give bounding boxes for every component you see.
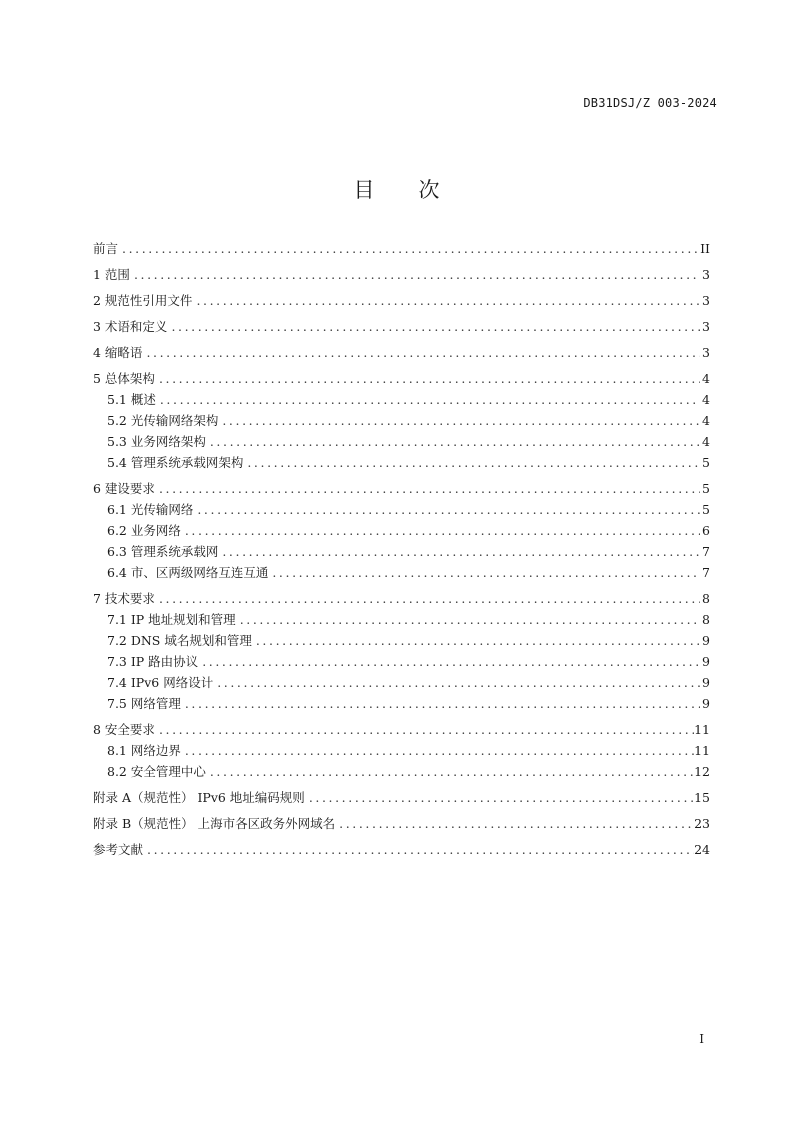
toc-entry-label: 8.2 安全管理中心 (107, 764, 206, 779)
toc-entry[interactable] (93, 520, 710, 541)
toc-entry[interactable] (93, 368, 710, 389)
toc-entry-page: 9 (702, 654, 710, 669)
toc-entry-page: 23 (694, 816, 710, 831)
toc-entry[interactable] (93, 740, 710, 761)
toc-entry[interactable] (93, 719, 710, 740)
toc-entry-label: 附录 A（规范性） IPv6 地址编码规则 (93, 790, 305, 805)
toc-entry-label: 6.2 业务网络 (107, 523, 181, 538)
toc-entry-page: II (700, 241, 710, 256)
toc-entry[interactable] (93, 238, 710, 259)
toc-entry-label: 7 技术要求 (93, 591, 155, 606)
toc-entry-page: 9 (702, 675, 710, 690)
toc-entry-page: 7 (702, 565, 710, 580)
toc-leader-dots (143, 839, 694, 860)
toc-entry[interactable] (93, 541, 710, 562)
toc-entry-page: 11 (694, 722, 710, 737)
toc-entry-label: 6.3 管理系统承载网 (107, 544, 219, 559)
toc-leader-dots (218, 541, 700, 562)
toc-leader-dots (142, 342, 700, 363)
toc-leader-dots (206, 761, 694, 782)
toc-entry[interactable] (93, 787, 710, 808)
toc-leader-dots (252, 630, 700, 651)
document-code: DB31DSJ/Z 003-2024 (583, 96, 717, 110)
toc-entry-page: 3 (702, 293, 710, 308)
toc-leader-dots (236, 609, 700, 630)
toc-leader-dots (206, 431, 700, 452)
toc-entry-page: 3 (702, 267, 710, 282)
toc-entry[interactable] (93, 693, 710, 714)
toc-entry-page: 3 (702, 345, 710, 360)
toc-leader-dots (155, 588, 700, 609)
toc-entry-page: 4 (702, 413, 710, 428)
toc-entry-page: 6 (702, 523, 710, 538)
toc-entry-label: 4 缩略语 (93, 345, 143, 360)
toc-entry-page: 5 (702, 481, 710, 496)
toc-entry[interactable] (93, 609, 710, 630)
toc-entry-label: 5.4 管理系统承载网架构 (107, 455, 244, 470)
toc-entry-label: 前言 (93, 241, 119, 256)
toc-entry[interactable] (93, 651, 710, 672)
toc-leader-dots (155, 478, 700, 499)
toc-entry-page: 8 (702, 612, 710, 627)
toc-entry-label: 8.1 网络边界 (107, 743, 181, 758)
toc-entry[interactable] (93, 342, 710, 363)
toc-entry[interactable] (93, 499, 710, 520)
toc-entry[interactable] (93, 452, 710, 473)
toc-entry-label: 6.1 光传输网络 (107, 502, 194, 517)
toc-entry-page: 7 (702, 544, 710, 559)
toc-entry[interactable] (93, 264, 710, 285)
toc-entry[interactable] (93, 478, 710, 499)
toc-entry[interactable] (93, 588, 710, 609)
toc-entry-page: 5 (702, 455, 710, 470)
toc-leader-dots (268, 562, 700, 583)
toc-entry[interactable] (93, 431, 710, 452)
toc-leader-dots (243, 452, 700, 473)
toc-entry[interactable] (93, 813, 710, 834)
toc-entry[interactable] (93, 761, 710, 782)
toc-entry[interactable] (93, 316, 710, 337)
toc-entry-label: 7.3 IP 路由协议 (107, 654, 199, 669)
toc-entry-label: 7.2 DNS 域名规划和管理 (107, 633, 252, 648)
toc-leader-dots (130, 264, 700, 285)
toc-leader-dots (155, 368, 700, 389)
toc-entry-label: 5.2 光传输网络架构 (107, 413, 219, 428)
toc-entry-label: 1 范围 (93, 267, 130, 282)
toc-entry-label: 3 术语和定义 (93, 319, 168, 334)
toc-leader-dots (181, 520, 700, 541)
toc-entry-page: 9 (702, 633, 710, 648)
toc-entry-label: 参考文献 (93, 842, 144, 857)
toc-leader-dots (167, 316, 700, 337)
toc-leader-dots (181, 693, 700, 714)
toc-leader-dots (118, 238, 700, 259)
toc-leader-dots (305, 787, 694, 808)
toc-entry-label: 7.4 IPv6 网络设计 (107, 675, 214, 690)
toc-entry-page: 8 (702, 591, 710, 606)
toc-entry-page: 11 (694, 743, 710, 758)
toc-leader-dots (213, 672, 700, 693)
toc-entry[interactable] (93, 562, 710, 583)
toc-entry-page: 5 (702, 502, 710, 517)
toc-entry-label: 7.5 网络管理 (107, 696, 181, 711)
toc-leader-dots (193, 499, 700, 520)
toc-entry[interactable] (93, 630, 710, 651)
table-of-contents (93, 238, 710, 860)
page-number: I (699, 1032, 704, 1046)
toc-entry[interactable] (93, 389, 710, 410)
toc-entry[interactable] (93, 839, 710, 860)
toc-entry-label: 6 建设要求 (93, 481, 155, 496)
toc-leader-dots (192, 290, 700, 311)
toc-leader-dots (155, 719, 694, 740)
toc-leader-dots (156, 389, 700, 410)
toc-leader-dots (181, 740, 694, 761)
toc-leader-dots (335, 813, 694, 834)
toc-entry-label: 2 规范性引用文件 (93, 293, 193, 308)
toc-entry-label: 附录 B（规范性） 上海市各区政务外网域名 (93, 816, 336, 831)
toc-entry-page: 12 (694, 764, 710, 779)
toc-entry-page: 4 (702, 434, 710, 449)
toc-entry[interactable] (93, 672, 710, 693)
toc-entry-page: 3 (702, 319, 710, 334)
toc-entry-page: 4 (702, 392, 710, 407)
toc-entry-label: 5.3 业务网络架构 (107, 434, 206, 449)
toc-entry-label: 6.4 市、区两级网络互连互通 (107, 565, 269, 580)
toc-entry-label: 5.1 概述 (107, 392, 156, 407)
page-title: 目次 (353, 178, 484, 202)
toc-entry-page: 9 (702, 696, 710, 711)
toc-entry-label: 5 总体架构 (93, 371, 155, 386)
toc-leader-dots (218, 410, 700, 431)
toc-leader-dots (198, 651, 700, 672)
toc-entry-page: 24 (694, 842, 710, 857)
toc-entry-page: 4 (702, 371, 710, 386)
toc-entry-label: 7.1 IP 地址规划和管理 (107, 612, 236, 627)
toc-entry[interactable] (93, 290, 710, 311)
toc-entry-label: 8 安全要求 (93, 722, 155, 737)
toc-entry-page: 15 (694, 790, 710, 805)
toc-entry[interactable] (93, 410, 710, 431)
